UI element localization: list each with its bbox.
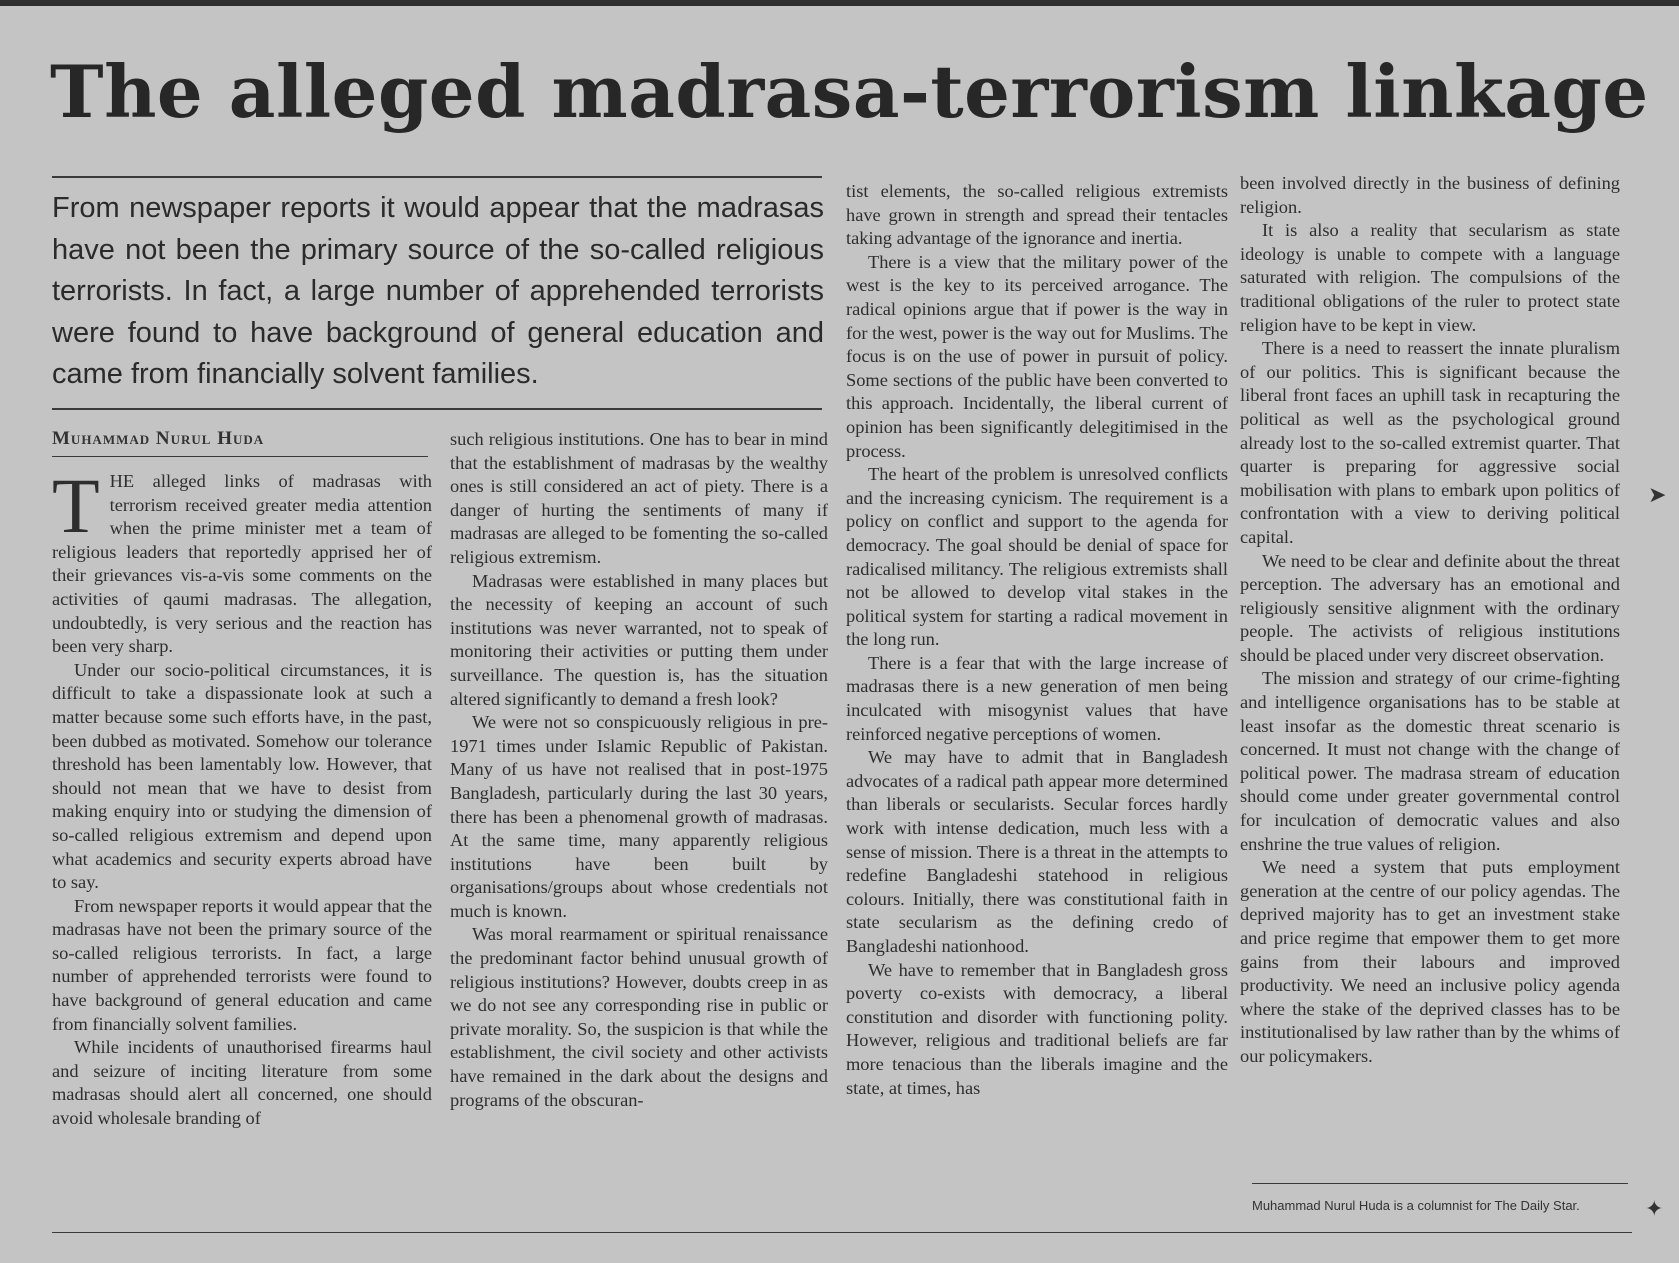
paragraph: There is a view that the military power of the west is the key to its perceived arrogance. The radical opinions argue that if power is the way in for the west, power is the way out for Muslims. The focus is on the use of power in pursuit of policy. Some sections of the public have been converted to this approach. Incidentally, the liberal current of opinion has been significantly delegitimised in the process. bbox=[846, 251, 1228, 461]
top-border bbox=[0, 0, 1679, 6]
column-2 bbox=[450, 428, 828, 1228]
pull-quote-top-rule bbox=[52, 176, 822, 178]
paragraph: The heart of the problem is unresolved conflicts and the increasing cynicism. The requirement is a policy on conflict and support to the agenda for democracy. The goal should be denial of space for radicalised militancy. The religious extremists shall not be allowed to develop vital stakes in the political system for starting a radical movement in the long run. bbox=[846, 464, 1228, 650]
byline-rule bbox=[52, 456, 428, 457]
paragraph: Was moral rearmament or spiritual renaissance the predominant factor behind unusual growth of religious institutions? However, doubts creep in as we do not see any corresponding rise in public or private morality. So, the suspicion is that while the establishment, the civil society and other activists have remained in the dark about the designs and programs of the obscuran- bbox=[450, 924, 828, 1110]
column-1 bbox=[52, 470, 432, 1230]
pull-quote: From newspaper reports it would appear that the madrasas have not been the primary source of the so-called religious terrorists. In fact, a large number of apprehended terrorists were found to have background of general education and came from financially solvent families. bbox=[52, 192, 824, 390]
corner-mark-icon: ✦ bbox=[1645, 1196, 1664, 1221]
paragraph-text: HE alleged links of madrasas with terrorism received greater media attention when the prime minister met a team of religious leaders that reportedly apprised her of their grievances vis-a-vis some comments on the activities of qaumi madrasas. The allegation, undoubtedly, is very serious and the reaction has been very sharp. bbox=[52, 471, 432, 657]
paragraph: From newspaper reports it would appear that the madrasas have not been the primary source of the so-called religious terrorists. In fact, a large number of apprehended terrorists were found to have background of general education and came from financially solvent families. bbox=[52, 895, 432, 1034]
paragraph: We need a system that puts employment generation at the centre of our policy agendas. The deprived majority has to get an investment stake and price regime that empower them to get more gains from their labours and improved productivity. We need an inclusive policy agenda where the stake of the deprived classes has to be institutionalised by law rather than by the whims of our policymakers. bbox=[1240, 857, 1620, 1066]
paragraph: It is also a reality that secularism as state ideology is unable to compete with a language saturated with religion. The compulsions of the traditional obligations of the ruler to protect state religion have to be kept in view. bbox=[1240, 220, 1620, 335]
drop-cap: T bbox=[52, 470, 100, 549]
paragraph: We need to be clear and definite about the threat perception. The adversary has an emotional and religiously sensitive alignment with the ordinary people. The activists of religious institutions should be placed under very discreet observation. bbox=[1240, 550, 1620, 665]
paragraph: tist elements, the so-called religious extremists have grown in strength and spread their tentacles taking advantage of the ignorance and inertia. bbox=[846, 181, 1228, 249]
paragraph: We have to remember that in Bangladesh gross poverty co-exists with democracy, a liberal constitution and disorder with functioning polity. However, religious and traditional beliefs are far more tenacious than the liberals imagine and the state, at times, has bbox=[846, 959, 1228, 1098]
paragraph: Madrasas were established in many places but the necessity of keeping an account of such institutions was never warranted, not to speak of monitoring their activities or putting them under surveillance. The question is, has the situation altered significantly to demand a fresh look? bbox=[450, 570, 828, 709]
paragraph bbox=[52, 470, 432, 659]
paragraph: We were not so conspicuously religious in pre-1971 times under Islamic Republic of Pakistan. Many of us have not realised that in post-1975 Bangladesh, particularly during the last 30 years, there has been a phenomenal growth of madrasas. At the same time, many apparently religious institutions have been built by organisations/groups about whose credentials not much is known. bbox=[450, 712, 828, 921]
bottom-rule bbox=[52, 1232, 1632, 1233]
headline: The alleged madrasa-terrorism linkage bbox=[50, 49, 1649, 134]
column-3 bbox=[846, 180, 1228, 1230]
paragraph: been involved directly in the business of defining religion. bbox=[1240, 173, 1620, 217]
byline: Muhammad Nurul Huda bbox=[52, 428, 265, 449]
pull-quote-bottom-rule bbox=[52, 408, 822, 410]
arrow-mark-icon: ➤ bbox=[1648, 482, 1667, 507]
paragraph: Under our socio-political circumstances, it is difficult to take a dispassionate look at such a matter because some such efforts have, in the past, been dubbed as motivated. Somehow our tolerance threshold has been lamentably low. However, that should not mean that we have to desist from making enquiry into or studying the dimension of so-called religious extremism and depend upon what academics and security experts abroad have to say. bbox=[52, 659, 432, 893]
paragraph: There is a fear that with the large increase of madrasas there is a new generation of men being inculcated with misogynist values that have reinforced negative perceptions of women. bbox=[846, 652, 1228, 744]
column-4 bbox=[1240, 172, 1620, 1182]
author-credit: Muhammad Nurul Huda is a columnist for The Daily Star. bbox=[1252, 1198, 1580, 1213]
paragraph: We may have to admit that in Bangladesh advocates of a radical path appear more determined than liberals or secularists. Secular forces hardly work with intense dedication, much less with a sense of mission. There is a threat in the attempts to redefine Bangladeshi statehood in religious colours. Initially, there was constitutional faith in state secularism as the defining credo of Bangladeshi nationhood. bbox=[846, 747, 1228, 956]
paragraph: There is a need to reassert the innate pluralism of our politics. This is significant because the liberal front faces an uphill task in recapturing the political as well as the psychological ground already lost to the so-called extremist quarter. That quarter is preparing for aggressive social mobilisation with plans to embark upon politics of confrontation with a view to deriving political capital. bbox=[1240, 338, 1620, 547]
paragraph: The mission and strategy of our crime-fighting and intelligence organisations has to be stable at least insofar as the domestic threat scenario is concerned. It must not change with the change of political power. The madrasa stream of education should come under greater governmental control for inculcation of democratic values and also enshrine the true values of religion. bbox=[1240, 668, 1620, 854]
paragraph: While incidents of unauthorised firearms haul and seizure of inciting literature from some madrasas should alert all concerned, one should avoid wholesale branding of bbox=[52, 1037, 432, 1129]
paragraph: such religious institutions. One has to bear in mind that the establishment of madrasas by the wealthy ones is still considered an act of piety. There is a danger of hurting the sentiments of many if madrasas are alleged to be fomenting the so-called religious extremism. bbox=[450, 429, 828, 567]
credit-rule bbox=[1252, 1183, 1628, 1184]
